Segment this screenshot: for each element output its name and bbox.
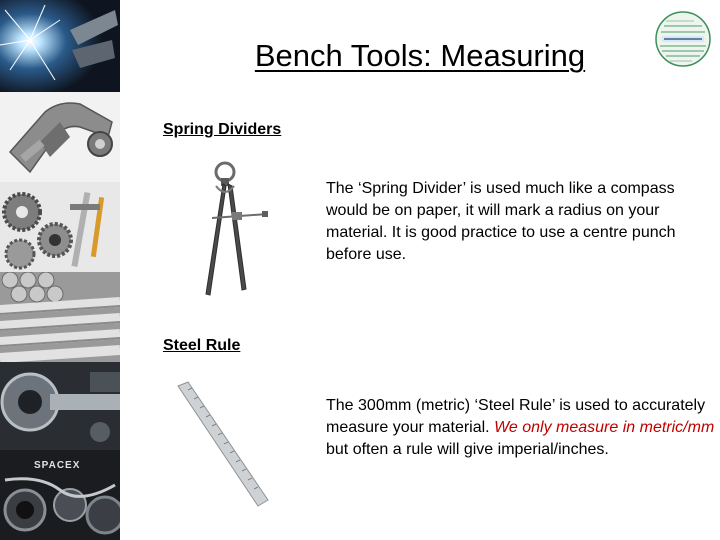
slide-title: Bench Tools: Measuring bbox=[254, 38, 586, 73]
spring-dividers-heading: Spring Dividers bbox=[163, 121, 282, 138]
metal-rods-icon bbox=[0, 272, 120, 362]
gears-and-tools-icon bbox=[0, 182, 120, 272]
steel-rule-description bbox=[326, 395, 718, 461]
word-cloud-logo-icon bbox=[654, 10, 712, 68]
spacex-label: SPACEX bbox=[34, 460, 81, 471]
steel-rule-description-end: but often a rule will give imperial/inches. bbox=[326, 441, 609, 458]
metal-bracket-icon bbox=[0, 92, 120, 182]
steel-rule-description-text: The 300mm (metric) ‘Steel Rule’ is used to accurately measure your material. bbox=[326, 397, 706, 436]
welding-sparks-icon bbox=[0, 0, 120, 92]
lathe-chuck-icon bbox=[0, 362, 120, 450]
steel-rule-icon bbox=[172, 380, 272, 510]
spacex-engine-icon bbox=[0, 450, 120, 540]
metric-highlight: We only measure in metric/mm bbox=[494, 419, 715, 436]
spring-divider-icon bbox=[192, 158, 278, 298]
sidebar-photo-strip bbox=[0, 0, 120, 540]
spring-dividers-description: The ‘Spring Divider’ is used much like a compass would be on paper, it will mark a radius on your material. It is good practice to use a centre punch before use. bbox=[326, 180, 676, 263]
steel-rule-heading: Steel Rule bbox=[163, 337, 241, 354]
